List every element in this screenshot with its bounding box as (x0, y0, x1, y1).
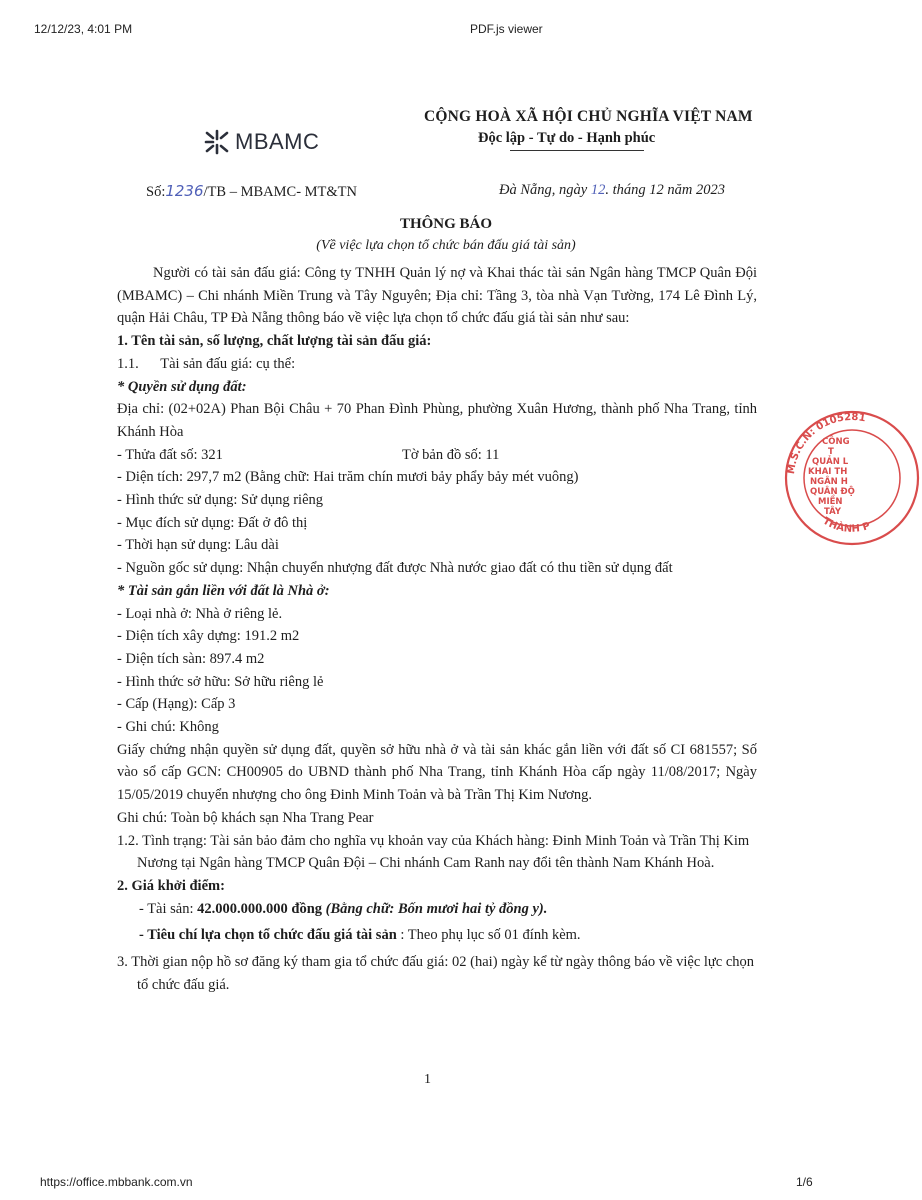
use-purpose: - Mục đích sử dụng: Đất ở đô thị (117, 514, 308, 531)
section-1-heading: 1. Tên tài sản, số lượng, chất lượng tài sản đấu giá: (117, 333, 432, 350)
seal-line-6: QUÂN ĐỘ (810, 487, 855, 497)
motto: Độc lập - Tự do - Hạnh phúc (478, 130, 656, 146)
seal-line-4: KHAI TH (808, 467, 848, 477)
selection-criteria (117, 924, 757, 947)
seal-line-7: MIỀN (818, 497, 843, 507)
document-subtitle: (Về việc lựa chọn tổ chức bán đấu giá tài sản) (316, 238, 576, 253)
hotel-note: Ghi chú: Toàn bộ khách sạn Nha Trang Pear (117, 809, 374, 826)
section-3: 3. Thời gian nộp hồ sơ đăng ký tham gia tổ chức đấu giá: 02 (hai) ngày kể từ ngày thông báo về việc lực chọn tổ chức đấu giá. (117, 954, 755, 993)
seal-ring-top: M.S.C.N: 0105281 (785, 411, 867, 475)
page-number: 1 (424, 1072, 431, 1087)
handwritten-day: 12 (590, 182, 606, 198)
land-heading: * Quyền sử dụng đất: (117, 378, 247, 395)
house-note: - Ghi chú: Không (117, 719, 219, 736)
parcel-row (117, 444, 757, 467)
date-prefix: Đà Nẵng, ngày (499, 182, 588, 198)
criteria-value: : Theo phụ lục số 01 đính kèm. (396, 927, 581, 944)
intro-paragraph: Người có tài sản đấu giá: Công ty TNHH Quản lý nợ và Khai thác tài sản Ngân hàng TMCP Quân Đội (MBAMC) – Chi nhánh Miền Trung và Tây Nguyên; Địa chỉ: Tầng 3, tòa nhà Vạn Tường, 174 Lê Đình Lý, quận Hải Châu, TP Đà Nẵng thông báo về việc lựa chọn tổ chức đấu giá tài sản như sau: (117, 265, 757, 327)
seal-line-3: QUẢN L (812, 457, 849, 467)
document-number (146, 182, 357, 201)
section-1-2: 1.2. Tình trạng: Tài sản bảo đảm cho nghĩa vụ khoản vay của Khách hàng: Đinh Minh Toản và Trần Thị Kim Nương tại Ngân hàng TMCP Quân Đội – Chi nhánh Cam Ranh nay đổi tên thành Nam Khánh Hoà. (117, 832, 750, 872)
house-heading: * Tài sản gắn liền với đất là Nhà ở: (117, 582, 330, 599)
seal-line-1: CÔNG (822, 437, 850, 447)
print-page-count: 1/6 (796, 1175, 813, 1189)
use-form: - Hình thức sử dụng: Sử dụng riêng (117, 492, 324, 509)
mbamc-logo (203, 128, 319, 156)
map-sheet-number: Tờ bản đồ số: 11 (402, 446, 500, 463)
build-area: - Diện tích xây dựng: 191.2 m2 (117, 628, 300, 645)
use-term: - Thời hạn sử dụng: Lâu dài (117, 537, 279, 554)
document-title: THÔNG BÁO (399, 216, 493, 232)
document-body (117, 262, 757, 997)
ownership: - Hình thức sở hữu: Sở hữu riêng lẻ (117, 673, 324, 690)
star-burst-icon (203, 128, 231, 156)
nation-title: CỘNG HOÀ XÃ HỘI CHỦ NGHĨA VIỆT NAM (424, 108, 753, 125)
certificate-paragraph: Giấy chứng nhận quyền sử dụng đất, quyền sở hữu nhà ở và tài sản khác gắn liền với đất số CI 681557; Số vào sổ cấp GCN: CH00905 do UBND thành phố Nha Trang, tỉnh Khánh Hòa cấp ngày 11/08/2017; Ngày 15/05/2019 chuyển nhượng cho ông Đinh Minh Toản và bà Trần Thị Kim Nương. (117, 741, 757, 804)
handwritten-number: 1236 (165, 182, 204, 200)
seal-line-2: T (828, 447, 834, 457)
print-url: https://office.mbbank.com.vn (40, 1175, 193, 1189)
company-seal (782, 408, 922, 548)
price-value: 42.000.000.000 đồng (197, 900, 323, 917)
seal-graphic (782, 408, 922, 548)
section-1-1: 1.1. Tài sản đấu giá: cụ thể: (117, 355, 296, 372)
seal-line-5: NGÂN H (810, 477, 848, 487)
date-suffix: . tháng 12 năm 2023 (605, 182, 725, 198)
price-prefix: - Tài sản: (139, 900, 198, 917)
land-area: - Diện tích: 297,7 m2 (Bằng chữ: Hai trăm chín mươi bảy phẩy bảy mét vuông) (117, 469, 579, 486)
land-address: Địa chỉ: (02+02A) Phan Bội Châu + 70 Phan Đình Phùng, phường Xuân Hương, thành phố Nha Trang, tỉnh Khánh Hòa (117, 401, 757, 440)
seal-line-8: TÂY (824, 507, 842, 517)
house-grade: - Cấp (Hạng): Cấp 3 (117, 696, 236, 713)
seal-ring-bottom: THÀNH P (820, 515, 872, 535)
section-2-heading: 2. Giá khởi điểm: (117, 877, 225, 894)
house-type: - Loại nhà ở: Nhà ở riêng lẻ. (117, 605, 283, 622)
motto-underline (510, 150, 644, 151)
print-datetime: 12/12/23, 4:01 PM (34, 22, 133, 36)
criteria-label: - Tiêu chí lựa chọn tổ chức đấu giá tài sản (139, 927, 397, 944)
floor-area: - Diện tích sàn: 897.4 m2 (117, 650, 265, 667)
price-words: (Bằng chữ: Bốn mươi hai tỷ đồng y). (322, 900, 548, 917)
print-page-title: PDF.js viewer (470, 22, 543, 36)
svg-text:THÀNH P (821, 516, 872, 535)
starting-price (117, 898, 757, 921)
document-date (499, 182, 725, 199)
parcel-number: - Thửa đất số: 321 (117, 446, 223, 463)
number-suffix: /TB – MBAMC- MT&TN (203, 184, 357, 200)
number-prefix: Số: (146, 184, 166, 200)
use-origin: - Nguồn gốc sử dụng: Nhận chuyển nhượng đất được Nhà nước giao đất có thu tiền sử dụng đất (117, 560, 673, 577)
logo-text: MBAMC (235, 129, 320, 154)
